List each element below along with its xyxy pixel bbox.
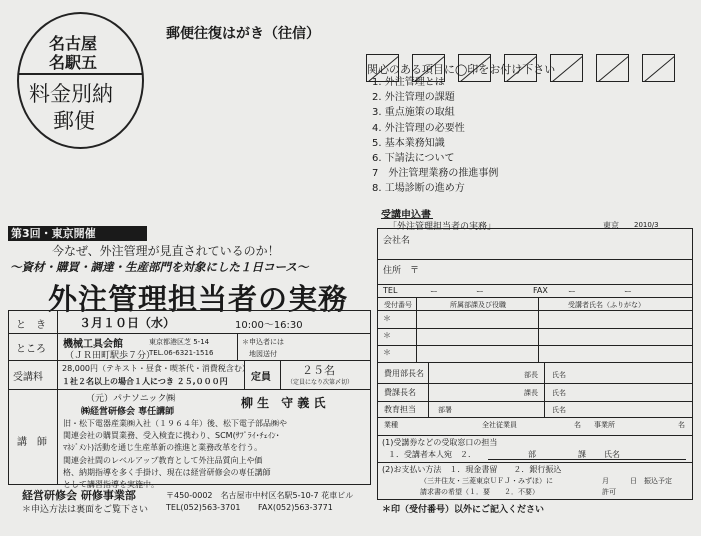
month-label: 月 bbox=[602, 477, 609, 485]
fax-label: FAX bbox=[533, 286, 548, 295]
dept-only: 部署 bbox=[438, 406, 452, 414]
lecturer-label: 講 師 bbox=[17, 437, 47, 448]
reception-mark: ＊ bbox=[383, 314, 391, 323]
interest-list bbox=[372, 75, 498, 197]
contact-dept: 部 bbox=[528, 450, 536, 459]
contact-title: (1)受講券などの受取窓口の担当 bbox=[382, 438, 498, 447]
bio-line: として講習指導を実施中。 bbox=[63, 480, 159, 490]
venue-access: （ＪＲ田町駅歩７分） bbox=[65, 351, 156, 361]
contact-line: １．受講者本人宛 ２． bbox=[388, 450, 476, 459]
tel-label: TEL bbox=[383, 286, 398, 295]
name-word: 氏名 bbox=[552, 406, 566, 414]
expense-label: 費用部長名 bbox=[384, 369, 424, 378]
interest-item[interactable]: 5. 基本業務知識 bbox=[372, 137, 445, 149]
interest-item[interactable]: 8. 工場診断の進め方 bbox=[372, 183, 465, 195]
capacity-note: （定員になり次第〆切） bbox=[287, 379, 354, 386]
invoice-line: 請求書の希望（１．要 ２．不要） bbox=[420, 488, 539, 496]
application-form bbox=[377, 228, 693, 500]
col-name: 受講者氏名（ふりがな） bbox=[568, 301, 645, 309]
form-course: 「外注管理担当者の実務」 bbox=[388, 222, 497, 232]
address-label: 住所 〒 bbox=[383, 266, 420, 276]
interest-item[interactable]: 6. 下請法について bbox=[372, 153, 455, 165]
contact-name: 氏名 bbox=[604, 450, 620, 459]
col-reception: 受付番号 bbox=[384, 301, 412, 309]
capacity-value: ２５名 bbox=[302, 364, 335, 377]
office-unit: 名 bbox=[678, 421, 685, 429]
contact-section: 課 bbox=[578, 450, 586, 459]
edu-label: 教育担当 bbox=[384, 405, 416, 414]
approver-label: 費課長名 bbox=[384, 388, 416, 397]
fax-dash: ー bbox=[624, 287, 632, 296]
section-word: 課長 bbox=[524, 389, 538, 397]
form-heading: 受講申込書 bbox=[381, 210, 431, 221]
venue-name: 機械工具会館 bbox=[63, 339, 123, 350]
industry-label: 業種 bbox=[384, 421, 398, 429]
interest-item[interactable]: 7 外注管理業務の推進事例 bbox=[372, 168, 499, 180]
stamp-billing: 料金別納 bbox=[29, 82, 113, 106]
bio-line: 旧・松下電器産業㈱入社（１９６４年）後、松下電子部品㈱や bbox=[63, 419, 287, 428]
lecturer-bio bbox=[63, 418, 287, 491]
reception-mark: ＊ bbox=[383, 331, 391, 340]
venue-tel: TEL.06-6321-1516 bbox=[149, 349, 214, 357]
bio-line: 関連会社の購買業務、受入検査に携わり、SCM(ｻﾌﾟﾗｲ･ﾁｪｲﾝ･ bbox=[63, 431, 280, 441]
bank-line: （三井住友・三菱東京ＵＦＪ・みずほ）に bbox=[420, 477, 553, 485]
interest-item[interactable]: 4. 外注管理の必要性 bbox=[372, 122, 465, 134]
venue-note: ＊申込者には bbox=[242, 338, 284, 346]
stamp-office: 名駅五 bbox=[49, 53, 98, 72]
stamp-mail: 郵便 bbox=[53, 109, 95, 133]
postal-box[interactable] bbox=[596, 54, 629, 82]
stamp-divider bbox=[19, 73, 142, 75]
lead-text: 今なぜ、外注管理が見直されているのか！ bbox=[52, 244, 280, 258]
interest-item[interactable]: 3. 重点施策の取組 bbox=[372, 107, 455, 119]
date-label: と き bbox=[16, 320, 46, 331]
address-field[interactable] bbox=[440, 262, 688, 282]
organizer-name: 経営研修会 研修事業部 bbox=[22, 489, 136, 502]
tel-dash: ー bbox=[430, 287, 438, 296]
form-code: 2010/3 bbox=[634, 221, 659, 229]
participant-rows[interactable] bbox=[417, 311, 693, 361]
tel-dash: ー bbox=[476, 287, 484, 296]
employees-label: 全社従業員 bbox=[482, 421, 517, 429]
fax-dash: ー bbox=[568, 287, 576, 296]
venue-note-map: 地図送付 bbox=[249, 350, 277, 358]
form-footer: ＊印（受付番号）以外にご記入ください bbox=[382, 505, 545, 515]
payment-title: (2)お支払い方法 １．現金書留 ２．銀行振込 bbox=[382, 465, 562, 474]
col-dept: 所属部課及び役職 bbox=[450, 301, 506, 309]
seminar-info-table bbox=[8, 310, 371, 490]
lecturer-title: ㈱経営研修会 専任講師 bbox=[81, 407, 175, 417]
fee-main: 28,000円（テキスト・昼食・喫茶代・消費税含む） bbox=[62, 364, 250, 373]
fee-discount: １社２名以上の場合１人につき ２５,０００円 bbox=[62, 377, 228, 386]
fee-label: 受講料 bbox=[13, 372, 43, 383]
organizer-address: 〒450-0002 名古屋市中村区名駅5-10-7 花車ビル bbox=[166, 491, 354, 500]
bio-line: ﾏﾈｼﾞﾒﾝﾄ)活動を通じ生産革新の推進と業務改革を行う。 bbox=[63, 443, 263, 453]
date-value: ３月１０日（水） bbox=[79, 316, 176, 330]
postage-stamp bbox=[17, 12, 144, 149]
scheduled-label: 振込予定 bbox=[644, 477, 672, 485]
interest-item[interactable]: 2. 外注管理の課題 bbox=[372, 92, 455, 104]
subtitle: 〜資材・購買・調達・生産部門を対象にした１日コース〜 bbox=[10, 260, 309, 274]
reception-mark: ＊ bbox=[383, 348, 391, 357]
company-field[interactable] bbox=[426, 233, 688, 257]
postal-box[interactable] bbox=[642, 54, 675, 82]
bio-line: 格、納期指導を多く手掛け、現在は経営研修会の専任講師 bbox=[63, 467, 271, 477]
organizer-note: ＊申込方法は裏面をご覧下さい bbox=[22, 505, 149, 515]
bio-line: 関連会社間のレベルアップ教育として外注品質向上や価 bbox=[63, 455, 263, 465]
organizer-fax: FAX(052)563-3771 bbox=[258, 503, 333, 512]
office-label: 事業所 bbox=[594, 421, 615, 429]
postcard-header: 郵便往復はがき（往信） bbox=[166, 26, 320, 42]
stamp-city: 名古屋 bbox=[49, 34, 98, 53]
event-banner: 第3回・東京開催 bbox=[8, 226, 147, 241]
lecturer-affiliation: （元）パナソニック㈱ bbox=[86, 394, 176, 404]
place-label: ところ bbox=[16, 344, 46, 355]
name-word: 氏名 bbox=[552, 371, 566, 379]
day-label: 日 bbox=[630, 477, 637, 485]
organizer-tel: TEL(052)563-3701 bbox=[166, 503, 241, 512]
company-label: 会社名 bbox=[383, 236, 411, 246]
dept-word: 部長 bbox=[524, 371, 538, 379]
name-word: 氏名 bbox=[552, 389, 566, 397]
interest-item[interactable]: 1. 外注管理とは bbox=[372, 77, 445, 88]
venue-address: 東京都港区芝 5-14 bbox=[149, 338, 210, 346]
interest-prompt: 関心のある項目に◯印をお付け下さい bbox=[367, 63, 556, 76]
people-unit: 名 bbox=[574, 421, 581, 429]
form-city: 東京 bbox=[603, 221, 619, 230]
permit-label: 許可 bbox=[602, 488, 616, 496]
lecturer-name: 柳 生 守 義 氏 bbox=[241, 396, 326, 410]
seminar-title: 外注管理担当者の実務 bbox=[48, 282, 349, 316]
capacity-label: 定員 bbox=[251, 372, 271, 383]
time-value: 10:00〜16:30 bbox=[235, 320, 303, 331]
